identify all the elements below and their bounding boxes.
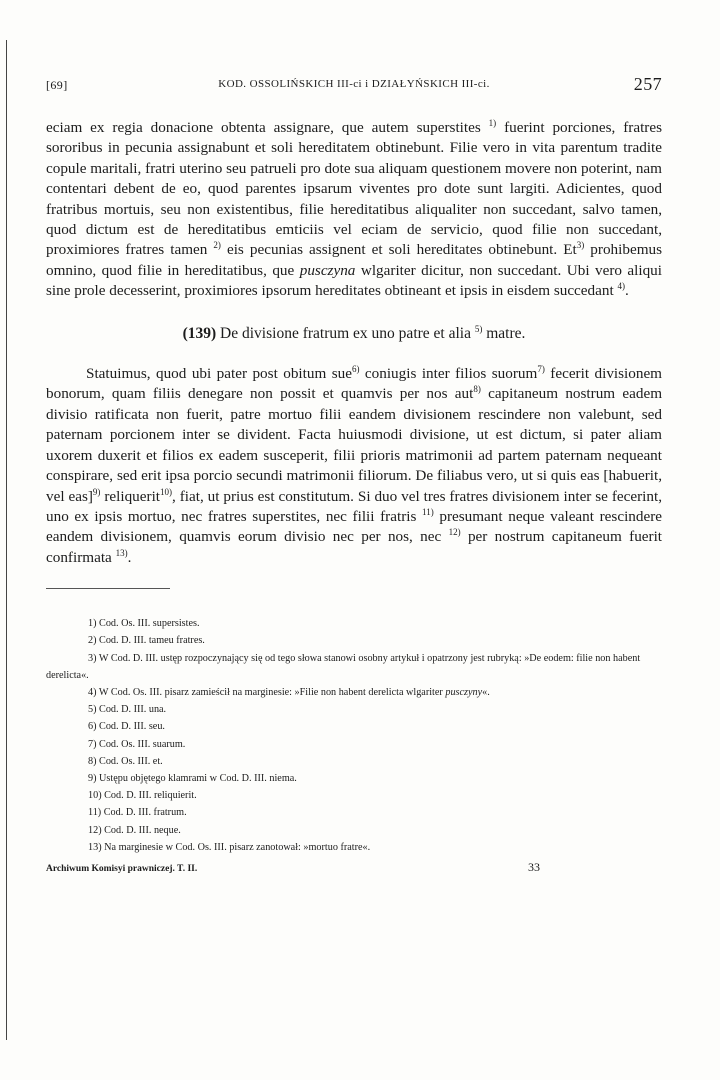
heading-text: De divisione fratrum ex uno patre et alia xyxy=(220,324,471,342)
paragraph-1 xyxy=(46,118,662,302)
signature-mark: 33 xyxy=(528,859,540,874)
footnote-ref: 10) xyxy=(160,486,173,497)
text-run: per nostrum capitaneum fuerit confirmata xyxy=(46,528,663,566)
text-run: prohibemus omnino, quod filie in hereditatibus, que xyxy=(46,241,663,279)
footnote xyxy=(46,839,662,856)
footnote-text: W Cod. D. III. ustęp rozpoczynający się od tego słowa stanowi osobny artykuł i opatrzony jest rubryką: »De eodem: filie non habent derelicta«. xyxy=(46,652,641,681)
footnote-mark: 1) xyxy=(88,618,97,630)
text-run: Statuimus, quod ubi pater post obitum sue xyxy=(86,365,352,383)
footnote xyxy=(46,650,662,684)
footnote-ref: 4) xyxy=(617,281,625,292)
footnote-mark: 9) xyxy=(88,772,97,784)
footnote-text: Cod. Os. III. suarum. xyxy=(99,738,186,750)
footnote-mark: 4) xyxy=(88,686,97,698)
footnote xyxy=(46,770,662,787)
footnote-mark: 10) xyxy=(88,790,102,802)
footnote-text: Cod. Os. III. et. xyxy=(99,755,163,767)
footnote-mark: 7) xyxy=(88,738,97,750)
footnote-ref: 3) xyxy=(576,240,585,251)
footnote-text: Cod. D. III. una. xyxy=(99,704,167,716)
section-heading xyxy=(46,324,662,344)
italic-word: pusczyny xyxy=(445,686,483,698)
footnote xyxy=(46,718,662,735)
page-footer xyxy=(46,860,662,882)
text-run: reliquerit xyxy=(104,487,161,505)
footnote-ref: 7) xyxy=(537,364,545,374)
footnote-ref: 12) xyxy=(448,527,461,538)
text-run: eis pecunias assignent et soli hereditates obtinebunt. Et xyxy=(226,241,577,259)
footnote-mark: 12) xyxy=(88,824,102,836)
footnote-mark: 13) xyxy=(88,841,102,853)
footnote-divider xyxy=(46,588,170,589)
footnote-text: Cod. D. III. tameu fratres. xyxy=(99,635,205,647)
page-edge-line xyxy=(6,40,7,1040)
text-run: eciam ex regia donacione obtenta assignare, que autem superstites xyxy=(46,119,481,136)
running-header xyxy=(46,70,662,98)
footnote-ref: 5) xyxy=(474,323,483,334)
page xyxy=(46,70,662,1070)
text-run: , fiat, ut prius est constitutum. Si duo vel tres fratres divisionem inter se fecerint, uno ex ipsis mortuo, nec fratres superstites, nec filii fratris xyxy=(46,487,662,525)
footnote-mark: 2) xyxy=(88,635,97,647)
footnote xyxy=(46,615,662,632)
heading-text: matre. xyxy=(486,324,526,342)
footnote xyxy=(46,753,662,770)
page-number: 257 xyxy=(633,74,662,94)
footnote-text: Cod. D. III. fratrum. xyxy=(103,807,187,819)
section-number: (139) xyxy=(182,324,217,342)
footnote-mark: 3) xyxy=(88,652,97,664)
footnote-mark: 8) xyxy=(88,755,97,767)
footnote-mark: 11) xyxy=(88,807,102,819)
footnotes xyxy=(46,615,662,856)
footnote-mark: 5) xyxy=(88,704,97,716)
paragraph-2 xyxy=(46,364,662,568)
footnote-ref: 9) xyxy=(92,486,101,497)
footnote-text: W Cod. Os. III. pisarz zamieścił na marginesie: »Filie non habent derelicta wlgariter xyxy=(98,686,443,698)
journal-title: Archiwum Komisyi prawniczej. T. II. xyxy=(46,863,198,874)
footnote-ref: 2) xyxy=(213,240,221,251)
footnote xyxy=(46,804,662,821)
footnote-ref: 6) xyxy=(351,364,360,374)
footnote-ref: 1) xyxy=(488,117,497,128)
footnote-text: Cod. D. III. seu. xyxy=(99,721,165,733)
text-run: capitaneum nostrum eadem divisio ratificata non fuerit, patre mortuo filii eandem divisionem rescindere non valebunt, sed paternam porcionem inter se divident. Facta huiusmodi divisione, ut est dictum, si pater aliam uxorem duxerit et filios ex eadem susceperit, filii prioris matrimonii ad partem paternam nequeant conspirare, sed erit ipsa porcio secundi matrimonii filiorum. De filiabus vero, ut si quis eas [habuerit, vel eas] xyxy=(46,385,663,505)
footnote-text: Na marginesie w Cod. Os. III. pisarz zanotował: »mortuo fratre«. xyxy=(104,841,371,853)
text-run: presumant neque valeant rescindere eandem divisionem, quamvis eorum divisio nec per nos, nec xyxy=(46,507,663,546)
footnote-text: Cod. Os. III. supersistes. xyxy=(99,618,200,630)
footnote xyxy=(46,701,662,718)
footnote xyxy=(46,684,662,701)
footnote-ref: 8) xyxy=(473,384,481,395)
footnote-text: Ustępu objętego klamrami w Cod. D. III. niema. xyxy=(99,772,297,784)
running-title: KOD. OSSOLIŃSKICH III-ci i DZIAŁYŃSKICH III-ci. xyxy=(218,78,490,90)
footnote-text: Cod. D. III. reliquierit. xyxy=(104,790,197,802)
footnote xyxy=(46,632,662,649)
text-run: wlgariter dicitur, non succedant. Ubi vero aliqui sine prole decesserint, proximiores ipsorum hereditates obtineant et ipsis in eisdem succedant xyxy=(46,261,662,300)
footnote-ref: 11) xyxy=(422,506,434,517)
footnote-mark: 6) xyxy=(88,721,97,733)
text-run: . xyxy=(127,548,132,566)
footnote-ref: 13) xyxy=(115,547,128,558)
footnote-text: Cod. D. III. neque. xyxy=(104,824,181,836)
main-text xyxy=(46,118,662,568)
text-run: fuerint porciones, fratres sororibus in pecunia assignabunt et soli hereditatem obtinebunt. Filie vero in vita parentum tradite copule maritali, fratri uterino seu patrueli pro dote sua aliquam questionem movere non poterint, nam contentari debent de eo, quod parentes ipsarum viventes pro dote sunt largiti. Adicientes, quod fratribus mortuis, seu non existentibus, filie hereditatibus aliqualiter non succedant, salvo tamen, quod dictum est de hereditatibus emticiis vel eciam de servicio, quod filie non succedant, proximiores fratres tamen xyxy=(46,119,662,259)
italic-word: pusczyna xyxy=(299,261,356,279)
footnote xyxy=(46,822,662,839)
footnote xyxy=(46,787,662,804)
text-run: . xyxy=(625,282,629,300)
section-number-left: [69] xyxy=(46,78,68,92)
footnote-text: «. xyxy=(482,686,490,698)
footnote xyxy=(46,736,662,753)
text-run: coniugis inter filios suorum xyxy=(364,365,538,383)
text-run: fecerit divisionem bonorum, quam filiis denegare non possit et quamvis per nos aut xyxy=(46,365,663,403)
